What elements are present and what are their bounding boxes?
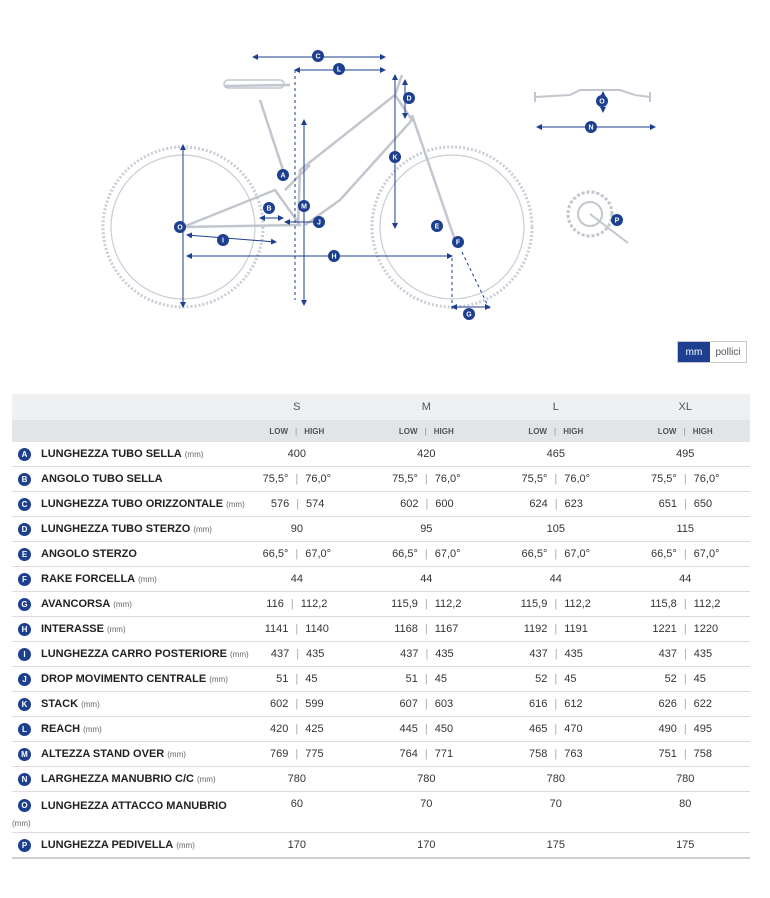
svg-text:P: P <box>614 217 620 225</box>
low-value: 445 <box>399 723 418 735</box>
low-value: 490 <box>658 723 677 735</box>
row-letter-badge: K <box>18 698 31 711</box>
value-cell <box>491 598 620 610</box>
value-cell <box>492 498 621 510</box>
table-row <box>12 492 750 517</box>
value-cell <box>621 548 750 560</box>
high-value: 76,0° <box>564 473 591 485</box>
row-label: LUNGHEZZA PEDIVELLA <box>41 839 174 851</box>
value-cell: 495 <box>676 448 695 460</box>
value-separator: | <box>683 598 687 610</box>
svg-text:C: C <box>315 53 321 61</box>
high-label: HIGH <box>692 426 713 436</box>
value-cell: 780 <box>287 773 307 785</box>
low-label: LOW <box>398 426 418 436</box>
low-value: 51 <box>276 673 289 685</box>
row-unit: (mm) <box>193 524 212 534</box>
value-separator: | <box>295 723 299 735</box>
row-label: LUNGHEZZA TUBO ORIZZONTALE <box>41 498 224 510</box>
value-separator: | <box>424 673 428 685</box>
row-label: DROP MOVIMENTO CENTRALE <box>41 673 207 685</box>
high-value: 470 <box>564 723 583 735</box>
value-cell: 780 <box>546 773 565 785</box>
row-unit: (mm) <box>138 574 157 584</box>
value-cell <box>362 698 491 710</box>
svg-text:A: A <box>280 172 286 180</box>
value-separator: | <box>425 498 429 510</box>
high-label: HIGH <box>433 426 454 436</box>
row-unit: (mm) <box>184 449 204 459</box>
low-value: 66,5° <box>521 548 548 560</box>
low-value: 1221 <box>652 623 677 635</box>
svg-text:F: F <box>455 239 461 247</box>
value-cell <box>621 673 750 685</box>
low-value: 75,5° <box>651 473 677 485</box>
row-letter-badge: G <box>18 598 31 611</box>
value-separator: | <box>554 548 558 560</box>
svg-text:D: D <box>406 95 412 103</box>
low-value: 115,9 <box>391 598 418 610</box>
low-value: 437 <box>529 648 548 660</box>
row-letter-badge: L <box>18 723 31 736</box>
svg-text:H: H <box>331 253 337 261</box>
row-unit: (mm) <box>113 599 132 609</box>
high-value: 435 <box>306 648 325 660</box>
low-high-header-row: LOW | HIGH LOW | HIGH LOW | HIGH LOW | HIGH <box>12 420 750 442</box>
low-value: 75,5° <box>262 473 289 485</box>
value-cell: 175 <box>676 839 695 851</box>
table-row <box>12 717 750 742</box>
value-cell: 44 <box>549 573 562 585</box>
geometry-diagram <box>0 0 770 390</box>
high-value: 67,0° <box>434 548 461 560</box>
high-value: 758 <box>693 748 713 760</box>
row-label: STACK <box>41 698 79 710</box>
svg-text:L: L <box>336 66 342 74</box>
value-cell <box>362 548 491 560</box>
low-value: 75,5° <box>392 473 418 485</box>
low-value: 764 <box>399 748 418 760</box>
row-label: LUNGHEZZA TUBO STERZO <box>41 523 191 535</box>
high-value: 45 <box>693 673 706 685</box>
value-separator: | <box>424 598 428 610</box>
value-cell <box>362 598 491 610</box>
value-cell: 420 <box>417 448 436 460</box>
value-cell <box>621 598 750 610</box>
high-value: 450 <box>434 723 454 735</box>
size-header-row <box>12 394 750 420</box>
value-cell <box>232 673 361 685</box>
high-value: 775 <box>305 748 324 760</box>
value-cell <box>621 623 750 635</box>
value-cell: 170 <box>417 839 436 851</box>
row-letter-badge: B <box>18 473 31 486</box>
high-value: 1167 <box>434 623 459 635</box>
row-label: INTERASSE <box>41 623 104 635</box>
value-cell <box>492 648 621 660</box>
high-value: 76,0° <box>693 473 720 485</box>
value-cell: 90 <box>290 523 303 535</box>
high-value: 76,0° <box>434 473 461 485</box>
high-value: 600 <box>435 498 454 510</box>
row-letter-badge: M <box>18 748 31 761</box>
low-value: 420 <box>270 723 289 735</box>
value-separator: | <box>424 623 428 635</box>
handlebar-detail <box>535 90 650 102</box>
table-row <box>12 667 750 692</box>
high-value: 45 <box>305 673 318 685</box>
row-letter-badge: N <box>18 773 31 786</box>
value-cell: 95 <box>420 523 433 535</box>
low-value: 75,5° <box>521 473 548 485</box>
high-value: 763 <box>564 748 583 760</box>
value-cell: 70 <box>549 798 562 810</box>
unit-inches-button[interactable]: pollici <box>710 342 746 362</box>
high-value: 112,2 <box>693 598 721 610</box>
value-separator: | <box>554 473 558 485</box>
high-value: 771 <box>434 748 454 760</box>
low-value: 607 <box>399 698 418 710</box>
high-value: 495 <box>693 723 713 735</box>
table-row <box>12 592 750 617</box>
table-row <box>12 617 750 642</box>
value-cell <box>362 498 491 510</box>
low-value: 52 <box>664 673 677 685</box>
svg-text:G: G <box>466 311 472 319</box>
row-unit: (mm) <box>230 649 249 659</box>
row-letter-badge: E <box>18 548 31 561</box>
value-cell: 465 <box>546 448 565 460</box>
table-row <box>12 542 750 567</box>
table-row <box>12 642 750 667</box>
svg-text:B: B <box>266 205 272 213</box>
low-value: 66,5° <box>651 548 677 560</box>
high-value: 435 <box>693 648 713 660</box>
unit-mm-button[interactable]: mm <box>678 342 710 362</box>
value-cell: 175 <box>546 839 565 851</box>
high-value: 1220 <box>693 623 719 635</box>
table-row <box>12 517 750 542</box>
value-separator: | <box>290 598 294 610</box>
high-value: 574 <box>306 498 325 510</box>
high-value: 76,0° <box>305 473 332 485</box>
value-cell: 780 <box>676 773 695 785</box>
value-separator: | <box>296 498 300 510</box>
high-value: 67,0° <box>564 548 591 560</box>
value-separator: | <box>683 748 687 760</box>
value-cell: 70 <box>420 798 433 810</box>
value-cell: 80 <box>679 798 692 810</box>
size-header: M <box>421 401 431 413</box>
row-unit: (mm) <box>81 699 100 709</box>
value-separator: | <box>683 723 687 735</box>
value-separator: | <box>424 748 428 760</box>
value-separator: | <box>554 648 558 660</box>
low-value: 602 <box>270 698 289 710</box>
high-value: 1140 <box>305 623 329 635</box>
value-cell <box>621 723 750 735</box>
row-unit: (mm) <box>167 749 186 759</box>
svg-text:E: E <box>434 223 440 231</box>
value-separator: | <box>554 723 558 735</box>
high-value: 435 <box>435 648 454 660</box>
row-letter-badge: A <box>18 448 31 461</box>
svg-text:K: K <box>392 154 398 162</box>
low-value: 465 <box>528 723 548 735</box>
low-value: 51 <box>405 673 418 685</box>
table-row <box>12 833 750 859</box>
value-cell <box>232 548 361 560</box>
low-value: 624 <box>529 498 548 510</box>
value-cell <box>362 648 491 660</box>
value-separator: | <box>554 698 558 710</box>
row-letter-badge: C <box>18 498 31 511</box>
value-cell <box>621 748 750 760</box>
table-row <box>12 767 750 792</box>
row-label: REACH <box>41 723 81 735</box>
row-unit: (mm) <box>209 674 228 684</box>
value-cell <box>233 648 362 660</box>
low-label: LOW <box>269 426 289 436</box>
high-value: 612 <box>564 698 583 710</box>
value-separator: | <box>295 473 299 485</box>
low-value: 626 <box>658 698 677 710</box>
high-value: 650 <box>693 498 713 510</box>
value-cell <box>621 648 750 660</box>
value-cell <box>491 698 620 710</box>
size-header: XL <box>678 401 692 413</box>
low-value: 1168 <box>394 623 418 635</box>
table-row <box>12 467 750 492</box>
low-value: 1192 <box>523 623 548 635</box>
row-unit: (mm) <box>83 724 102 734</box>
low-value: 66,5° <box>262 548 289 560</box>
high-value: 622 <box>693 698 713 710</box>
row-label: LUNGHEZZA ATTACCO MANUBRIO <box>41 799 227 812</box>
value-cell: 115 <box>676 523 695 535</box>
value-separator: | <box>554 673 558 685</box>
high-value: 623 <box>564 498 583 510</box>
value-separator: | <box>295 623 299 635</box>
low-value: 602 <box>400 498 419 510</box>
value-cell: 44 <box>679 573 692 585</box>
value-separator: | <box>554 748 558 760</box>
high-value: 425 <box>305 723 324 735</box>
row-letter-badge: P <box>18 839 31 852</box>
table-row <box>12 742 750 767</box>
value-cell <box>362 723 491 735</box>
high-value: 112,2 <box>564 598 591 610</box>
value-separator: | <box>425 648 429 660</box>
row-letter-badge: F <box>18 573 31 586</box>
size-header: L <box>552 401 559 413</box>
high-value: 603 <box>434 698 454 710</box>
high-label: HIGH <box>304 426 325 436</box>
value-cell <box>362 748 491 760</box>
value-cell: 44 <box>290 573 303 585</box>
value-separator: | <box>554 598 558 610</box>
row-letter-badge: J <box>18 673 31 686</box>
value-cell: 60 <box>290 798 303 810</box>
value-cell <box>232 698 361 710</box>
value-cell <box>491 748 620 760</box>
svg-text:M: M <box>301 203 307 211</box>
low-value: 651 <box>658 498 677 510</box>
geometry-table <box>12 394 750 859</box>
row-letter-badge: D <box>18 523 31 536</box>
svg-text:J: J <box>317 219 321 227</box>
value-separator: | <box>295 673 299 685</box>
row-unit: (mm) <box>226 499 245 509</box>
low-label: LOW <box>528 426 547 436</box>
high-value: 112,2 <box>434 598 462 610</box>
row-label: RAKE FORCELLA <box>41 573 136 585</box>
high-value: 67,0° <box>305 548 332 560</box>
value-separator: | <box>424 698 428 710</box>
value-separator: | <box>554 498 558 510</box>
value-cell: 780 <box>417 773 436 785</box>
value-separator: | <box>295 748 299 760</box>
low-value: 576 <box>270 498 290 510</box>
high-value: 67,0° <box>693 548 720 560</box>
value-cell <box>362 623 491 635</box>
row-label: LUNGHEZZA CARRO POSTERIORE <box>41 648 227 660</box>
value-cell <box>491 623 620 635</box>
low-value: 115,9 <box>520 598 548 610</box>
value-cell <box>232 473 361 485</box>
row-label: ALTEZZA STAND OVER <box>41 748 165 760</box>
value-cell: 400 <box>287 448 307 460</box>
high-value: 45 <box>564 673 577 685</box>
low-value: 66,5° <box>392 548 418 560</box>
value-cell <box>362 473 491 485</box>
high-value: 112,2 <box>300 598 328 610</box>
value-cell <box>491 673 620 685</box>
value-cell: 170 <box>287 839 307 851</box>
value-separator: | <box>683 548 687 560</box>
value-separator: | <box>424 723 428 735</box>
value-cell <box>621 473 750 485</box>
value-separator: | <box>683 623 687 635</box>
value-cell <box>621 498 750 510</box>
value-separator: | <box>683 498 687 510</box>
row-label: AVANCORSA <box>41 598 111 610</box>
value-cell: 105 <box>546 523 565 535</box>
value-cell <box>233 498 362 510</box>
value-cell <box>491 723 620 735</box>
table-row <box>12 442 750 467</box>
low-value: 437 <box>270 648 290 660</box>
row-unit: (mm) <box>196 774 216 784</box>
value-separator: | <box>683 698 687 710</box>
row-unit: (mm) <box>176 840 195 850</box>
row-label: LUNGHEZZA TUBO SELLA <box>41 448 182 460</box>
low-value: 769 <box>270 748 289 760</box>
low-label: LOW <box>657 426 677 436</box>
high-label: HIGH <box>563 426 584 436</box>
value-cell <box>491 548 620 560</box>
value-separator: | <box>295 548 299 560</box>
value-separator: | <box>683 648 687 660</box>
value-cell <box>491 473 620 485</box>
size-header: S <box>293 401 301 413</box>
value-cell <box>232 748 361 760</box>
value-cell <box>232 598 361 610</box>
high-value: 45 <box>434 673 447 685</box>
svg-text:I: I <box>222 237 224 245</box>
row-unit: (mm) <box>12 819 31 828</box>
high-value: 1191 <box>564 623 588 635</box>
value-cell <box>621 698 750 710</box>
low-value: 116 <box>266 598 284 610</box>
value-separator: | <box>424 548 428 560</box>
low-value: 52 <box>535 673 548 685</box>
low-value: 616 <box>528 698 548 710</box>
svg-text:O: O <box>599 98 605 106</box>
unit-toggle[interactable] <box>677 341 747 363</box>
high-value: 435 <box>564 648 583 660</box>
value-separator: | <box>424 473 428 485</box>
value-cell <box>362 673 491 685</box>
low-value: 437 <box>658 648 677 660</box>
svg-text:N: N <box>588 124 594 132</box>
table-row <box>12 692 750 717</box>
high-value: 599 <box>305 698 324 710</box>
low-value: 1141 <box>264 623 289 635</box>
value-separator: | <box>683 473 687 485</box>
row-label: ANGOLO STERZO <box>41 548 137 560</box>
value-cell: 44 <box>420 573 433 585</box>
row-label: ANGOLO TUBO SELLA <box>41 473 163 485</box>
low-value: 758 <box>528 748 548 760</box>
row-letter-badge: O <box>18 799 31 812</box>
value-separator: | <box>683 673 687 685</box>
table-row <box>12 792 750 833</box>
value-separator: | <box>554 623 558 635</box>
low-value: 115,8 <box>650 598 677 610</box>
table-row <box>12 567 750 592</box>
svg-text:O: O <box>177 224 183 232</box>
value-separator: | <box>296 648 300 660</box>
low-value: 751 <box>658 748 677 760</box>
value-separator: | <box>295 698 299 710</box>
row-label: LARGHEZZA MANUBRIO C/C <box>41 773 194 785</box>
value-cell <box>232 623 361 635</box>
row-letter-badge: H <box>18 623 31 636</box>
low-value: 437 <box>400 648 419 660</box>
value-cell <box>232 723 361 735</box>
row-unit: (mm) <box>106 624 126 634</box>
row-letter-badge: I <box>18 648 31 661</box>
